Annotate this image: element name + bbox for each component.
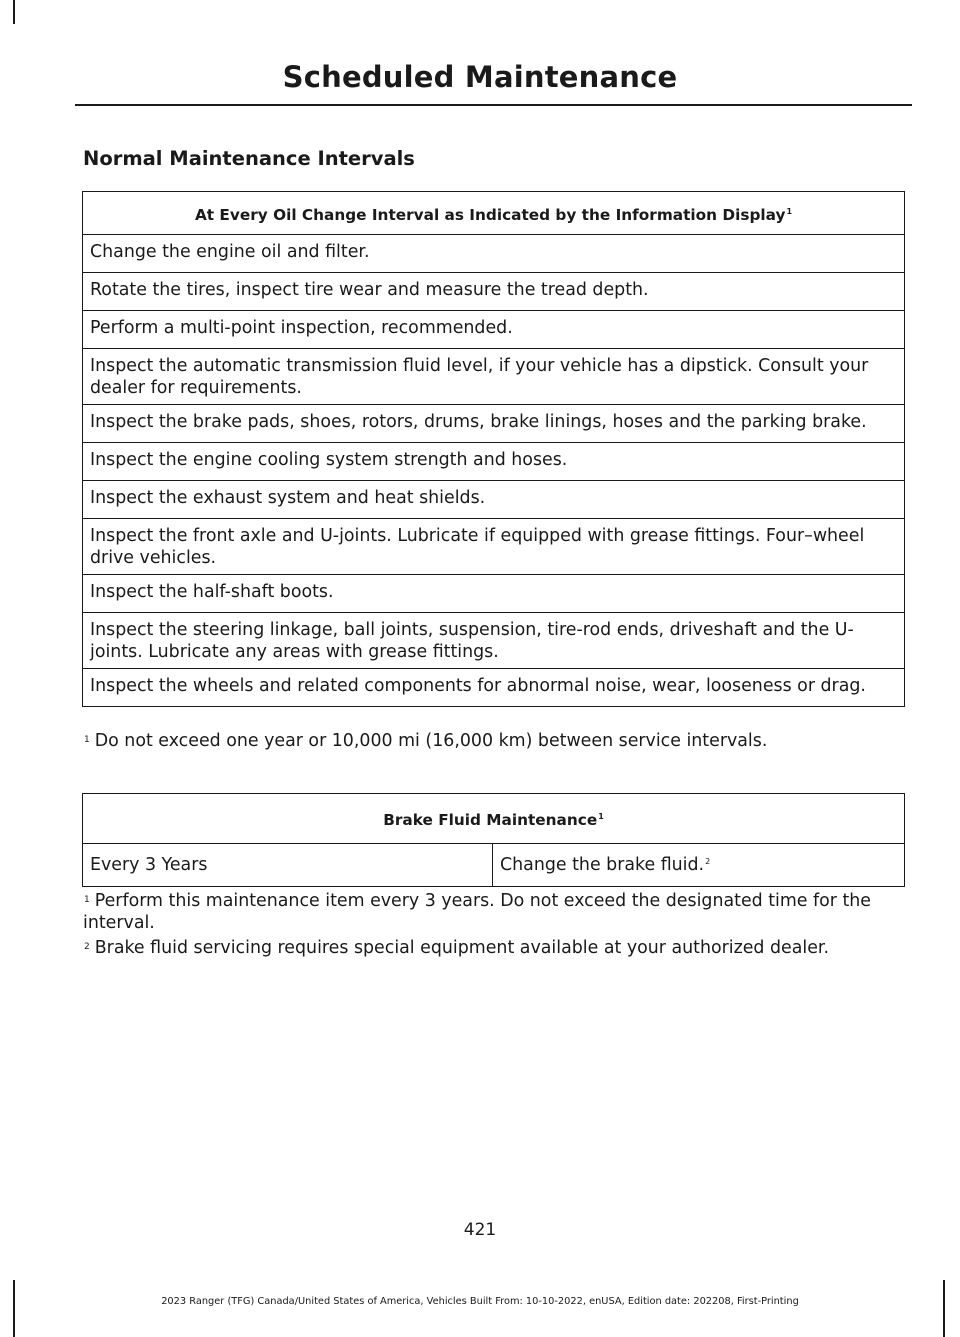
page-number: 421 xyxy=(463,1220,497,1240)
header-divider xyxy=(75,104,912,106)
table-row xyxy=(83,349,905,405)
table-cell: Inspect the brake pads, shoes, rotors, drums, brake linings, hoses and the parking brake. xyxy=(83,405,905,443)
table-row xyxy=(83,443,905,481)
crop-mark xyxy=(13,1280,15,1337)
brake-footnote-2: $^2$ Brake fluid servicing requires special equipment available at your authorized dealer. xyxy=(84,938,830,958)
table-cell: Perform a multi-point inspection, recommended. xyxy=(83,311,905,349)
table-cell: Inspect the engine cooling system strength and hoses. xyxy=(83,443,905,481)
footnote-ref: 2 xyxy=(705,857,711,866)
table-cell: Inspect the steering linkage, ball joints, suspension, tire-rod ends, driveshaft and the U-joints. Lubricate any areas with grease fittings. xyxy=(83,613,905,669)
table-cell: Change the engine oil and filter. xyxy=(83,235,905,273)
brake-footnote-1: $^1$ Perform this maintenance item every 3 years. Do not exceed the designated time for the interval. xyxy=(83,891,872,933)
page-footer: 2023 Ranger (TFG) Canada/United States of America, Vehicles Built From: 10-10-2022, enUSA, Edition date: 202208, First-Printing xyxy=(161,1296,799,1307)
brake-table-header: Brake Fluid Maintenance$^1$ xyxy=(83,794,905,844)
table-row xyxy=(83,613,905,669)
table-cell: Inspect the automatic transmission fluid level, if your vehicle has a dipstick. Consult your dealer for requirements. xyxy=(83,349,905,405)
interval-cell: Every 3 Years xyxy=(83,844,493,887)
crop-mark xyxy=(943,1280,945,1337)
maintenance-table xyxy=(82,191,905,707)
table-row xyxy=(83,844,905,887)
footnote-number: 2 xyxy=(84,942,90,952)
table-row xyxy=(83,235,905,273)
footnote-number: 1 xyxy=(84,895,90,905)
action-cell: Change the brake fluid.$^2$ xyxy=(493,844,905,887)
table-row xyxy=(83,481,905,519)
footnote-ref: 1 xyxy=(598,812,604,821)
crop-mark xyxy=(13,0,15,24)
page-title: Scheduled Maintenance xyxy=(282,60,678,94)
section-heading: Normal Maintenance Intervals xyxy=(83,147,415,170)
maintenance-table-header: At Every Oil Change Interval as Indicated by the Information Display$^1$ xyxy=(83,192,905,235)
table-row xyxy=(83,405,905,443)
table-row xyxy=(83,311,905,349)
table-cell: Rotate the tires, inspect tire wear and measure the tread depth. xyxy=(83,273,905,311)
table-row xyxy=(83,575,905,613)
table-row xyxy=(83,273,905,311)
table-row xyxy=(83,669,905,707)
footnote-ref: 1 xyxy=(786,207,793,216)
table-cell: Inspect the front axle and U-joints. Lubricate if equipped with grease fittings. Four–wheel drive vehicles. xyxy=(83,519,905,575)
footnote-number: 1 xyxy=(84,735,90,745)
table-cell: Inspect the half-shaft boots. xyxy=(83,575,905,613)
brake-fluid-table xyxy=(82,793,905,887)
table-cell: Inspect the wheels and related components for abnormal noise, wear, looseness or drag. xyxy=(83,669,905,707)
table-row xyxy=(83,519,905,575)
maintenance-footnote: $^1$ Do not exceed one year or 10,000 mi (16,000 km) between service intervals. xyxy=(84,731,768,751)
table-cell: Inspect the exhaust system and heat shields. xyxy=(83,481,905,519)
